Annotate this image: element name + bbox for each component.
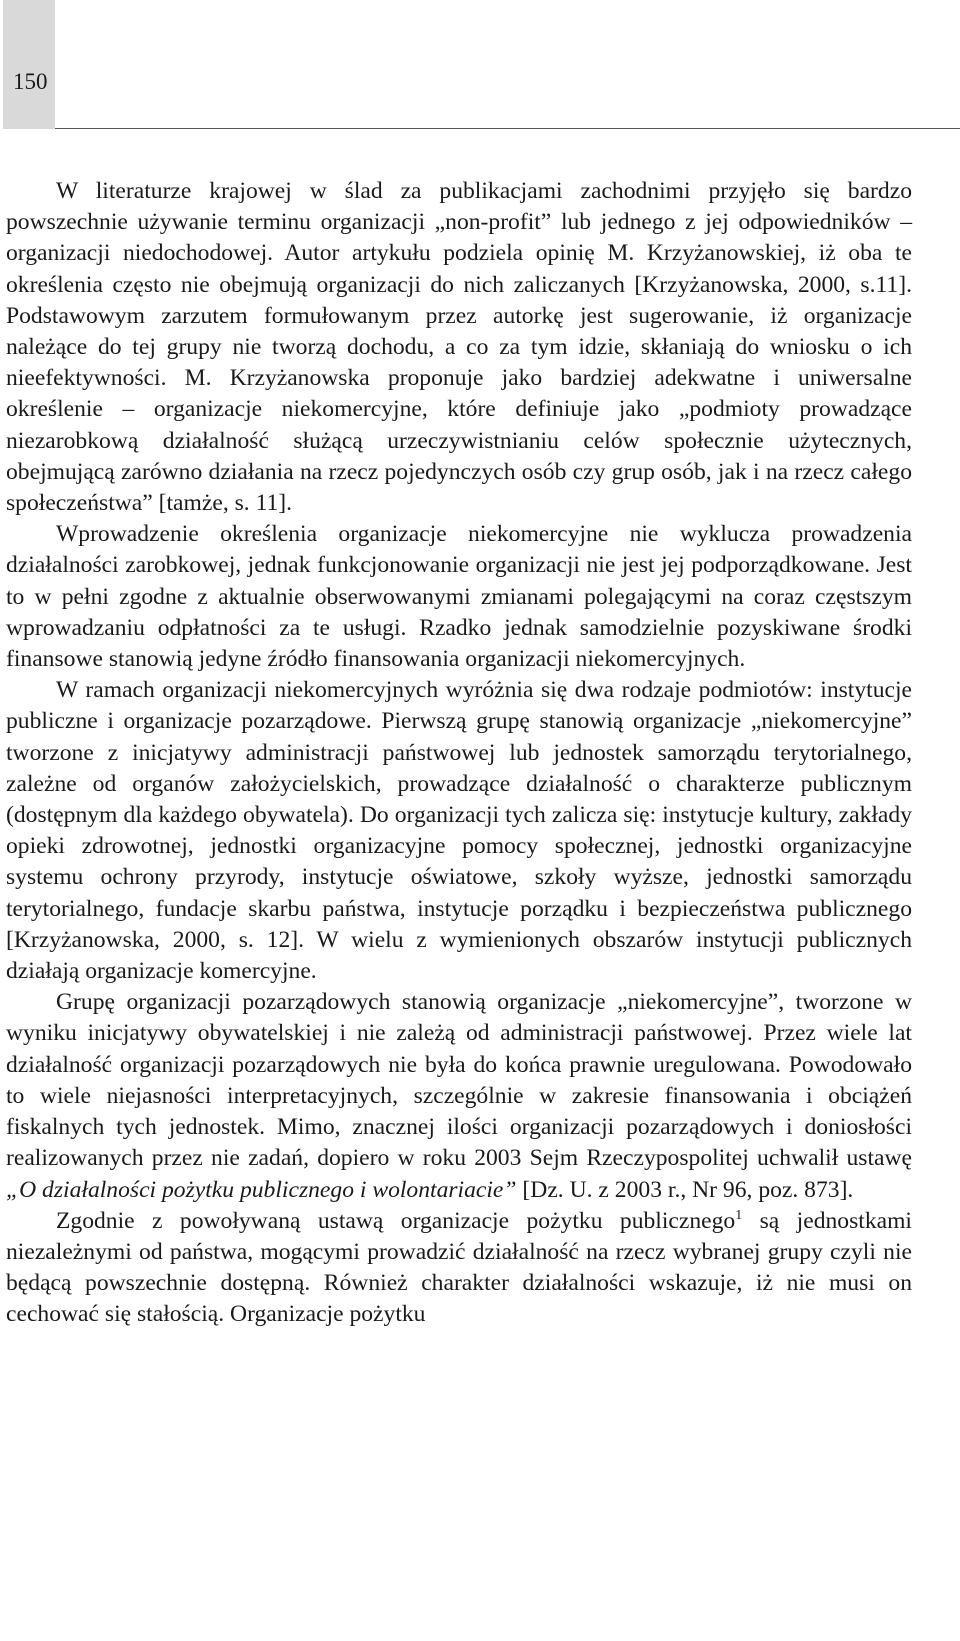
header-rule	[55, 128, 960, 129]
paragraph-3: W ramach organizacji niekomercyjnych wyróżnia się dwa rodzaje podmiotów: instytucje publiczne i organizacje pozarządowe. Pierwszą grupę stanowią organizacje „niekomercyjne” tworzone z inicjatywy administracji państwowej lub jednostek samorządu terytorialnego, zależne od organów założycielskich, prowadzące działalność o charakterze publicznym (dostępnym dla każdego obywatela). Do organizacji tych zalicza się: instytucje kultury, zakłady opieki zdrowotnej, jednostki organizacyjne pomocy społecznej, jednostki organizacyjne systemu ochrony przyrody, instytucje oświatowe, szkoły wyższe, jednostki samorządu terytorialnego, fundacje skarbu państwa, instytucje porządku i bezpieczeństwa publicznego [Krzyżanowska, 2000, s. 12]. W wielu z wymienionych obszarów instytucji publicznych działają organizacje komercyjne.	[6, 677, 912, 985]
paragraph-5	[6, 1206, 912, 1331]
paragraph-1: W literaturze krajowej w ślad za publikacjami zachodnimi przyjęło się bardzo powszechnie używanie terminu organizacji „non-profit” lub jednego z jej odpowiedników – organizacji niedochodowej. Autor artykułu podziela opinię M. Krzyżanowskiej, iż oba te określenia często nie obejmują organizacji do nich zaliczanych [Krzyżanowska, 2000, s.11]. Podstawowym zarzutem formułowanym przez autorkę jest sugerowanie, iż organizacje należące do tej grupy nie tworzą dochodu, a co za tym idzie, skłaniają do wniosku o ich nieefektywności. M. Krzyżanowska proponuje jako bardziej adekwatne i uniwersalne określenie – organizacje niekomercyjne, które definiuje jako „podmioty prowadzące niezarobkową działalność służącą urzeczywistnianiu celów społecznie użytecznych, obejmującą zarówno działania na rzecz pojedynczych osób czy grup osób, jak i na rzecz całego społeczeństwa” [tamże, s. 11].	[6, 178, 912, 517]
footnote-marker[interactable]: 1	[735, 1207, 743, 1223]
statute-title: „O działalności pożytku publicznego i wolontariacie”	[6, 1176, 517, 1203]
page-number: 150	[13, 69, 48, 94]
paragraph-5-text-before: Zgodnie z powoływaną ustawą organizacje pożytku publicznego	[56, 1207, 736, 1234]
paragraph-4	[6, 987, 912, 1205]
body-text	[6, 176, 912, 1331]
paragraph-2: Wprowadzenie określenia organizacje niekomercyjne nie wyklucza prowadzenia działalności zarobkowej, jednak funkcjonowanie organizacji nie jest jej podporządkowane. Jest to w pełni zgodne z aktualnie obserwowanymi zmianami polegającymi na coraz częstszym wprowadzaniu odpłatności za te usługi. Rzadko jednak samodzielnie pozyskiwane środki finansowe stanowią jedyne źródło finansowania organizacji niekomercyjnych.	[6, 521, 912, 673]
paragraph-5-text-after: są jednostkami niezależnymi od państwa, mogącymi prowadzić działalność na rzecz wybranej grupy czyli nie będącą powszechnie dostępną. Również charakter działalności wskazuje, iż nie musi on cechować się stałością. Organizacje pożytku	[6, 1207, 912, 1328]
paragraph-4-text-before: Grupę organizacji pozarządowych stanowią organizacje „niekomercyjne”, tworzone w wyniku inicjatywy obywatelskiej i nie zależą od administracji państwowej. Przez wiele lat działalność organizacji pozarządowych nie była do końca prawnie uregulowana. Powodowało to wiele niejasności interpretacyjnych, szczególnie w zakresie finansowania i obciążeń fiskalnych tych jednostek. Mimo, znacznej ilości organizacji pozarządowych i doniosłości realizowanych przez nie zadań, dopiero w roku 2003 Sejm Rzeczypospolitej uchwalił ustawę	[6, 989, 912, 1172]
page-number-tab	[3, 0, 55, 129]
paragraph-4-text-after: [Dz. U. z 2003 r., Nr 96, poz. 873].	[516, 1176, 854, 1203]
